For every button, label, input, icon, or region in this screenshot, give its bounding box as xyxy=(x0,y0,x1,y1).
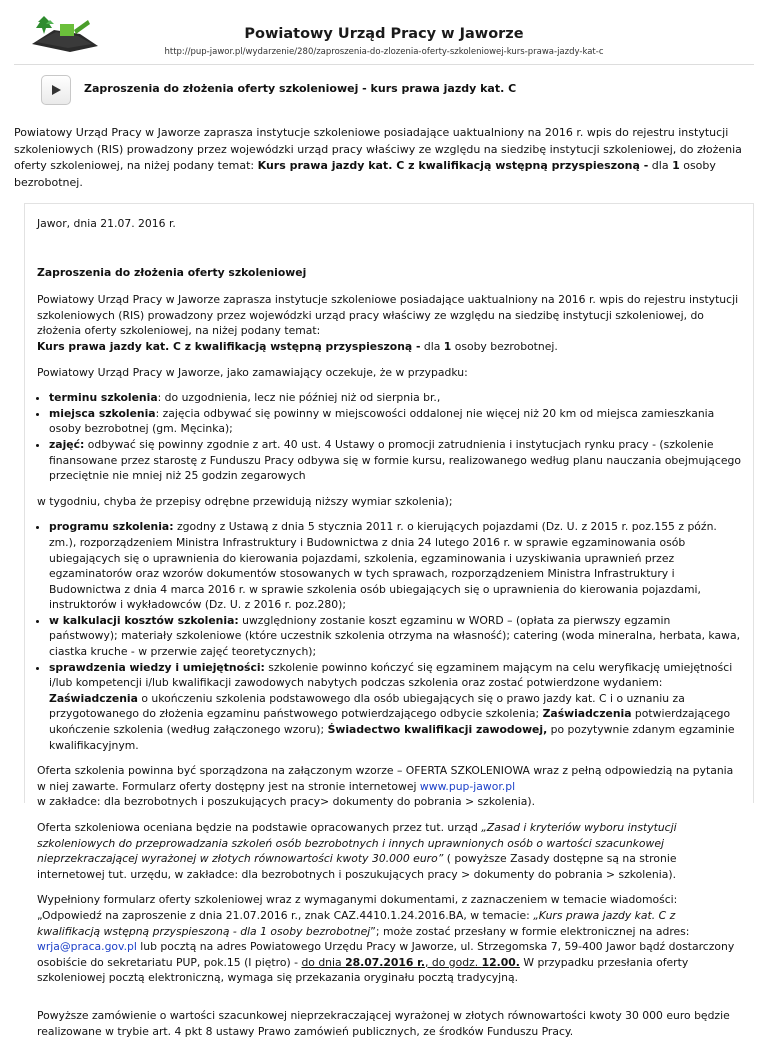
list-item xyxy=(49,390,741,406)
doc-paragraph-5 xyxy=(37,820,741,882)
list-item-bold: miejsca szkolenia xyxy=(49,406,156,420)
p1-count: 1 xyxy=(443,339,452,353)
p6-italic: „Kurs prawa jazdy kat. C z kwalifikacją wstępną przyspieszoną - dla 1 osoby bezrobotnej xyxy=(37,908,676,938)
intro-count: 1 xyxy=(672,159,680,172)
deadline-date: 28.07.2016 r. xyxy=(345,955,426,969)
list-item-bold: w kalkulacji kosztów szkolenia: xyxy=(49,613,239,627)
list-item-bold: programu szkolenia: xyxy=(49,520,174,534)
deadline xyxy=(301,956,519,969)
p6-text-4: W przypadku przesłania oferty szkoleniowej pocztą elektroniczną, wymaga się przekazania oryginału pocztą tradycyjną. xyxy=(37,955,689,985)
list-item-text: odbywać się powinny zgodnie z art. 40 ust. 4 Ustawy o promocji zatrudnienia i instytucjach rynku pracy - (szkolenie finansowane przez starostę z Funduszu Pracy odbywa się w formie kursu, realizowanego według planu nauczania obejmującego przeciętnie nie mniej niż 25 godzin zegarowych xyxy=(49,437,741,483)
certificate-bold: Zaświadczenia xyxy=(542,707,632,721)
doc-paragraph-7: Powyższe zamówienie o wartości szacunkowej nieprzekraczającej wyrażonej w złotych równowartości kwoty 30 000 euro będzie realizowane w trybie art. 4 pkt 8 ustawy Prawo zamówień publicznych, ze środków Funduszu Pracy. xyxy=(37,1008,730,1038)
intro-tail-post: osoby bezrobotnej. xyxy=(14,159,716,189)
list-item xyxy=(49,519,741,613)
event-title: Zaproszenia do złożenia oferty szkoleniowej - kurs prawa jazdy kat. C xyxy=(84,82,517,95)
p4-text-2: w zakładce: dla bezrobotnych i poszukujących pracy> dokumenty do pobrania > szkolenia). xyxy=(37,795,536,809)
p1-tail-pre: dla xyxy=(420,339,444,353)
page-url: http://pup-jawor.pl/wydarzenie/280/zaproszenia-do-zlozenia-oferty-szkoleniowej-kurs-prawa-jazdy-kat-c xyxy=(164,47,604,57)
expand-button[interactable] xyxy=(41,75,71,105)
event-title-row xyxy=(0,65,768,113)
intro-paragraph xyxy=(0,125,768,191)
p5-text: Oferta szkoleniowa oceniana będzie na podstawie opracowanych przez tut. urząd xyxy=(37,821,482,834)
list-item-text: o ukończeniu szkolenia podstawowego dla osób ubiegających się o prawo jazdy kat. C i o uznaniu za przygotowanego do złożenia egzaminu państwowego potwierdzającego odbycie szkolenia; xyxy=(49,691,685,721)
list-item xyxy=(49,660,741,754)
list-item xyxy=(49,613,741,660)
p5-text-2: ( powyższe Zasady dostępne są na stronie internetowej tut. urzędu, w zakładce: dla bezrobotnych i poszukujących pracy > dokumenty do pobrania > szkolenia). xyxy=(37,852,677,881)
doc-heading xyxy=(37,265,741,281)
doc-paragraph-4 xyxy=(37,763,741,810)
list-item-text: szkolenie powinno kończyć się egzaminem mającym na celu weryfikację umiejętności i/lub kompetencji i/lub kwalifikacji zawodowych nabytych podczas szkolenia oraz zostać potwierdzone wydaniem: xyxy=(49,660,733,690)
list-item-text: po pozytywnie zdanym egzaminie kwalifikacyjnym. xyxy=(49,723,735,752)
site-header xyxy=(0,0,768,64)
list-item-text: zgodny z Ustawą z dnia 5 stycznia 2011 r. o kierujących pojazdami (Dz. U. z 2015 r. poz.155 z późn. zm.), rozporządzeniem Ministra Infrastruktury i Budownictwa z dnia 24 lutego 2016 r. w sprawie egzaminowania osób ubiegających się o uprawnienia do kierowania pojazdami, szkolenia, egzaminowania i uzyskiwania uprawnień przez egzaminatorów oraz wzorów dokumentów stosowanych w tych sprawach, rozporządzeniem Ministra Infrastruktury i Budownictwa z dnia 4 marca 2016 r. w sprawie szkolenia osób ubiegających się o uprawnienia do kierowania pojazdami, instruktorów i wykładowców (Dz. U. z 2016 r. poz.280); xyxy=(49,520,717,612)
p6-text: Wypełniony formularz oferty szkoleniowej wraz z wymaganymi dokumentami, z zaznaczeniem w temacie wiadomości: „Odpowiedź na zaproszenie z dnia 21.07.2016 r., znak CAZ.4410.1.24.2016.BA, w temacie: xyxy=(37,893,678,922)
date-line: Jawor, dnia 21.07. 2016 r. xyxy=(37,217,176,230)
list-item-text: uwzględniony zostanie koszt egzaminu w WORD – (opłata za pierwszy egzamin państwowy); materiały szkoleniowe (które uczestnik szkolenia otrzyma na własność); catering (woda mineralna, herbata, kawa, ciastka kruche - w przerwie zajęć teoretycznych); xyxy=(49,613,740,659)
list-item-text: : do uzgodnienia, lecz nie później niż od sierpnia br., xyxy=(157,391,441,405)
p6-text-3: lub pocztą na adres Powiatowego Urzędu Pracy w Jaworze, ul. Strzegomska 7, 59-400 Jawor bądź dostarczony osobiście do sekretariatu PUP, pok.15 (I piętro) - xyxy=(37,940,735,969)
email-link[interactable]: wrja@praca.gov.pl xyxy=(37,940,137,954)
intro-course: Kurs prawa jazdy kat. C z kwalifikacją wstępną przyspieszoną - xyxy=(257,159,649,172)
deadline-mid: , do godz. xyxy=(425,955,482,969)
doc-paragraph-3: w tygodniu, chyba że przepisy odrębne przewidują niższy wymiar szkolenia); xyxy=(37,494,453,508)
intro-text: Powiatowy Urząd Pracy w Jaworze zaprasza instytucje szkoleniowe posiadające uaktualniony na 2016 r. wpis do rejestru instytucji szkoleniowych (RIS) prowadzony przez wojewódzki urząd pracy właściwy ze względu na siedzibę instytucji szkoleniowej, do złożenia oferty szkoleniowej, na niżej podany temat: xyxy=(14,126,742,172)
p4-text: Oferta szkolenia powinna być sporządzona na załączonym wzorze – OFERTA SZKOLENIOWA wraz z pełną odpowiedzią na pytania w niej zawarte. Formularz oferty dostępny jest na stronie internetowej xyxy=(37,764,734,793)
list-item xyxy=(49,437,741,484)
list-item-bold: sprawdzenia wiedzy i umiejętności: xyxy=(49,660,265,674)
deadline-pre: do dnia xyxy=(301,955,346,969)
p6-text-2: ”; może zostać przesłany w formie elektronicznej na adres: xyxy=(370,924,690,938)
p1-course: Kurs prawa jazdy kat. C z kwalifikacją wstępną przyspieszoną - xyxy=(37,339,421,353)
p5-italic: „Zasad i kryteriów wyboru instytucji szkoleniowych do przeprowadzania szkoleń osób bezrobotnych i innych uprawnionych osób o wartości szacunkowej nieprzekraczającej wyrażonej w złotych równowartości kwoty 30.000 euro” xyxy=(37,821,677,866)
requirements-list-2 xyxy=(37,519,741,753)
list-item xyxy=(49,406,741,437)
list-item-bold: terminu szkolenia xyxy=(49,391,158,405)
certificate-bold: Zaświadczenia xyxy=(49,691,138,705)
p1-text: Powiatowy Urząd Pracy w Jaworze zaprasza instytucje szkoleniowe posiadające uaktualniony na 2016 r. wpis do rejestru instytucji szkoleniowych (RIS) prowadzony przez wojewódzki urząd pracy właściwy ze względu na siedzibę instytucji szkoleniowej, do złożenia oferty szkoleniowej, na niżej podany temat: xyxy=(37,293,739,338)
doc-paragraph-2: Powiatowy Urząd Pracy w Jaworze, jako zamawiający oczekuje, że w przypadku: xyxy=(37,365,468,379)
requirements-list-1 xyxy=(37,390,741,484)
doc-paragraph-1 xyxy=(37,292,741,354)
p1-tail-post: osoby bezrobotnej. xyxy=(451,339,558,353)
list-item-text: : zajęcia odbywać się powinny w miejscowości oddalonej nie więcej niż 20 km od miejsca zamieszkania osoby bezrobotnej (gm. Męcinka); xyxy=(49,406,715,436)
intro-tail-pre: dla xyxy=(648,159,673,172)
list-item-text: potwierdzającego ukończenie szkolenia (według załączonego wzoru); xyxy=(49,707,731,737)
list-item-bold: zajęć: xyxy=(49,437,85,451)
document-box xyxy=(24,203,754,1038)
site-title: Powiatowy Urząd Pracy w Jaworze xyxy=(244,26,524,42)
certificate-bold: Świadectwo kwalifikacji zawodowej, xyxy=(327,723,548,737)
doc-heading-text: Zaproszenia do złożenia oferty szkoleniowej xyxy=(37,265,307,279)
doc-paragraph-6 xyxy=(37,892,741,986)
website-link[interactable]: www.pup-jawor.pl xyxy=(419,779,516,793)
deadline-time: 12.00. xyxy=(481,955,520,969)
play-arrow-icon xyxy=(50,84,62,96)
